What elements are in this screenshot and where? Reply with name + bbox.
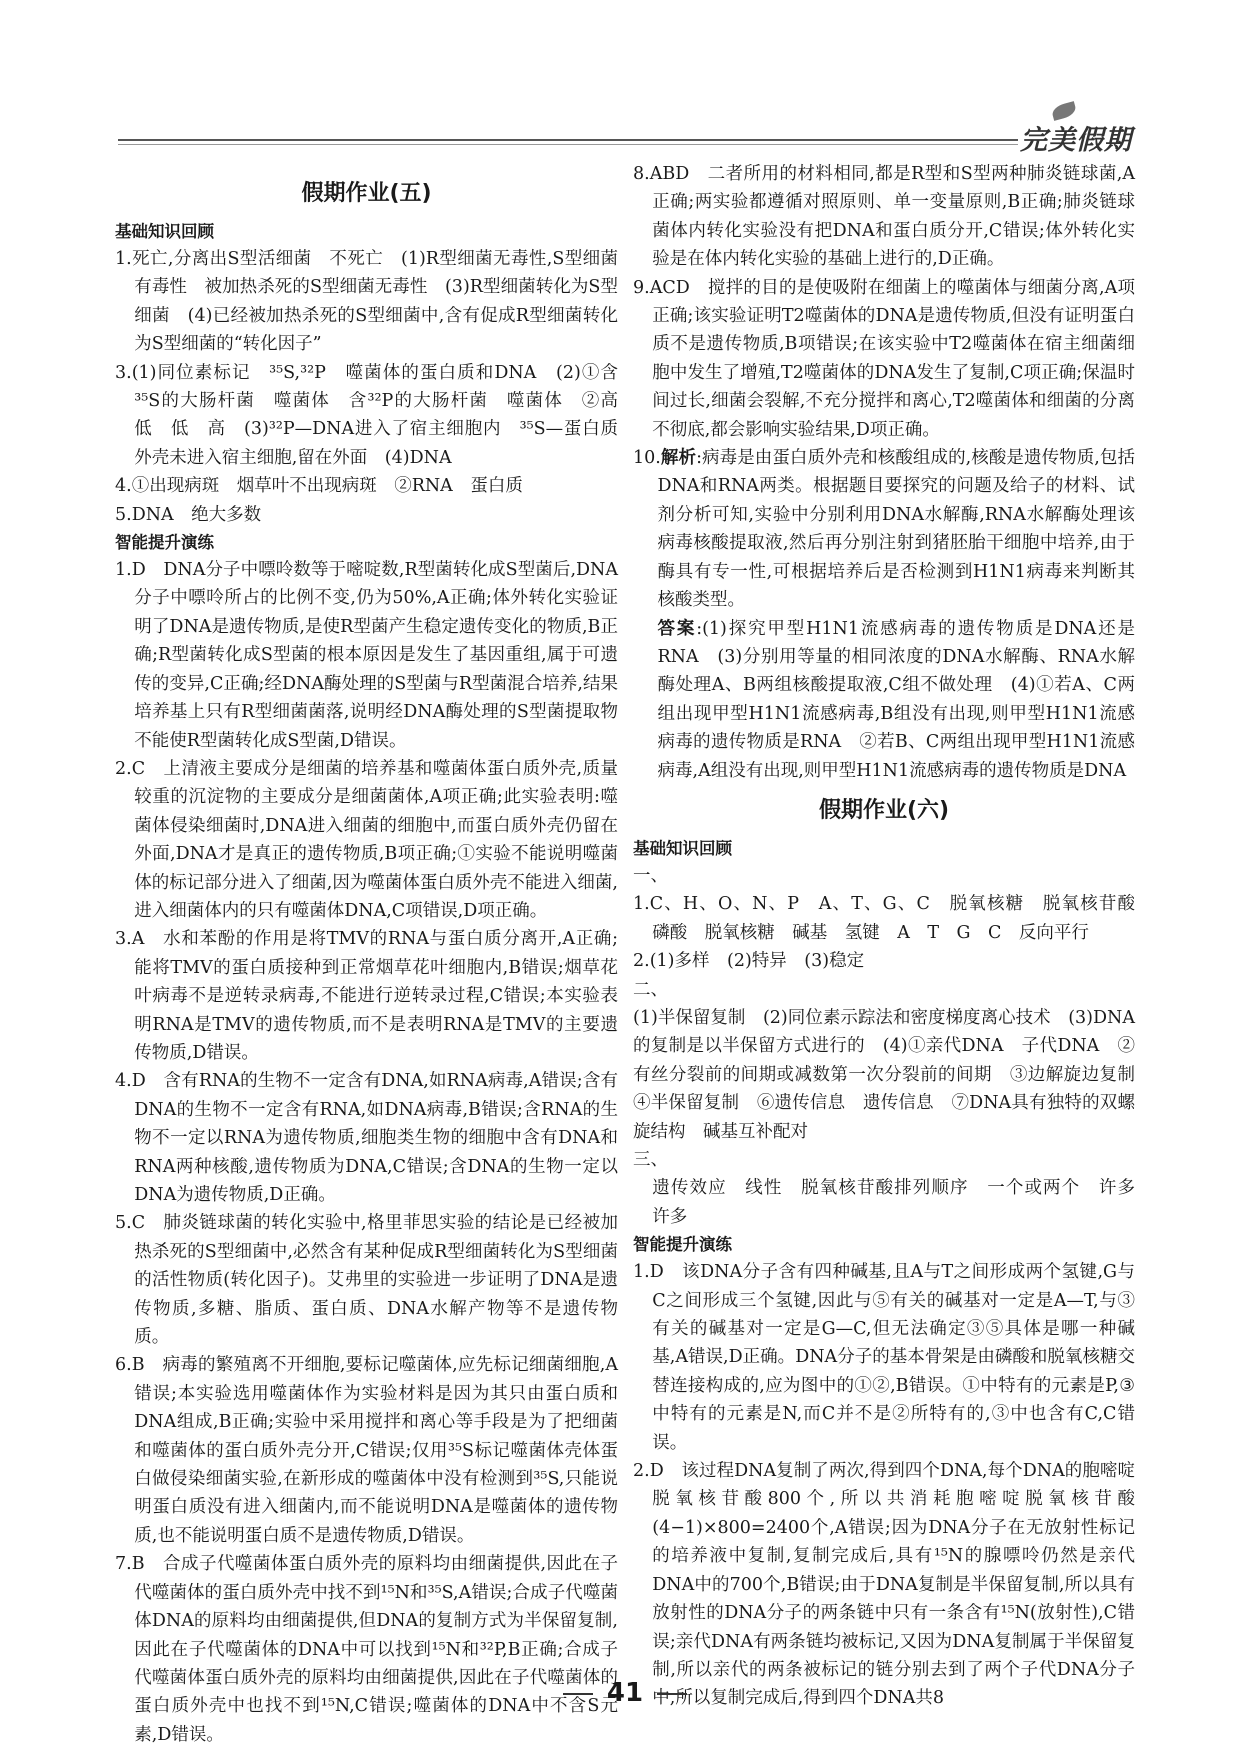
answer-item-10: [633, 444, 1135, 614]
header-rule-thin: [118, 144, 1018, 145]
right-column: [633, 160, 1153, 1713]
subheading-basic: 基础知识回顾: [633, 838, 732, 858]
answer-item-9: 9.ACD 搅拌的目的是使吸附在细菌上的噬菌体与细菌分离,A项正确;该实验证明T2噬菌体的DNA是遗传物质,但没有证明蛋白质不是遗传物质,B项错误;在该实验中T2噬菌体在宿主细菌细胞中发生了增殖,T2噬菌体的DNA发生了复制,C项正确;保温时间过长,细菌会裂解,不充分搅拌和离心,T2噬菌体和细菌的分离不彻底,都会影响实验结果,D项正确。: [633, 277, 1135, 440]
answer-item: 6.B 病毒的繁殖离不开细胞,要标记噬菌体,应先标记细菌细胞,A错误;本实验选用噬菌体作为实验材料是因为其只由蛋白质和DNA组成,B正确;实验中采用搅拌和离心等手段是为了把细菌和噬菌体的蛋白质外壳分开,C错误;仅用³⁵S标记噬菌体壳体蛋白做侵染细菌实验,在新形成的噬菌体中没有检测到³⁵S,只能说明蛋白质没有进入细菌内,而不能说明DNA是噬菌体的遗传物质,也不能说明蛋白质不是遗传物质,D错误。: [115, 1355, 618, 1546]
analysis-text: :病毒是由蛋白质外壳和核酸组成的,核酸是遗传物质,包括DNA和RNA两类。根据题目要探究的问题及给子的材料、试剂分析可知,实验中分别利用DNA水解酶,RNA水解酶处理该病毒核酸提取液,然后再分别注射到猪胚胎干细胞中培养,由于酶具有专一性,可根据培养后是否检测到H1N1病毒来判断其核酸类型。: [657, 448, 1136, 611]
section-title-5: 假期作业(五): [301, 181, 432, 206]
answer-item: 1.死亡,分离出S型活细菌 不死亡 (1)R型细菌无毒性,S型细菌有毒性 被加热杀死的S型细菌无毒性 (3)R型细菌转化为S型细菌 (4)已经被加热杀死的S型细菌中,含有促成R型细菌转化为S型细菌的“转化因子”: [115, 249, 618, 355]
answer-item: 2.(1)多样 (2)特异 (3)稳定: [633, 951, 865, 972]
left-column: [115, 172, 636, 1749]
item-number: 10.: [633, 448, 661, 469]
page-number: 41: [0, 1678, 1250, 1708]
part-marker: 三、: [633, 1150, 668, 1170]
answer-item: 4.D 含有RNA的生物不一定含有DNA,如RNA病毒,A错误;含有DNA的生物不一定含有RNA,如DNA病毒,B错误;含RNA的生物不一定以RNA为遗传物质,细胞类生物的细胞中含有DNA和RNA两种核酸,遗传物质为DNA,C错误;含DNA的生物一定以DNA为遗传物质,D正确。: [115, 1071, 618, 1205]
answer-text: :(1)探究甲型H1N1流感病毒的遗传物质是DNA还是RNA (3)分别用等量的相同浓度的DNA水解酶、RNA水解酶处理A、B两组核酸提取液,C组不做处理 (4)①若A、C两组出现甲型H1N1流感病毒,B组没有出现,则甲型H1N1流感病毒的遗传物质是RNA ②若B、C两组出现甲型H1N1流感病毒,A组没有出现,则甲型H1N1流感病毒的遗传物质是DNA: [657, 618, 1135, 781]
answer-item: 3.A 水和苯酚的作用是将TMV的RNA与蛋白质分离开,A正确;能将TMV的蛋白质接种到正常烟草花叶细胞内,B错误;烟草花叶病毒不是逆转录病毒,不能进行逆转录过程,C错误;本实验表明RNA是TMV的遗传物质,而不是表明RNA是TMV的主要遗传物质,D错误。: [115, 929, 618, 1063]
section-title-6: 假期作业(六): [818, 797, 950, 823]
subheading-ability: 智能提升演练: [633, 1235, 732, 1255]
answer-item: 5.C 肺炎链球菌的转化实验中,格里菲思实验的结论是已经被加热杀死的S型细菌中,必然含有某种促成R型细菌转化为S型细菌的活性物质(转化因子)。艾弗里的实验进一步证明了DNA是遗传物质,多糖、脂质、蛋白质、DNA水解产物等不是遗传物质。: [115, 1213, 618, 1348]
analysis-label: 解析: [660, 448, 697, 469]
answer-10-solution: [633, 615, 1135, 785]
answer-item: 4.①出现病斑 烟草叶不出现病斑 ②RNA 蛋白质: [115, 476, 523, 497]
answer-item: 遗传效应 线性 脱氧核苷酸排列顺序 一个或两个 许多 许多: [652, 1178, 1153, 1227]
answer-item: 1.D 该DNA分子含有四种碱基,且A与T之间形成两个氢键,G与C之间形成三个氢键,因此与⑤有关的碱基对一定是A—T,与③有关的碱基对一定是G—C,但无法确定③⑤具体是哪一种碱基,A错误,D正确。DNA分子的基本骨架是由磷酸和脱氧核糖交替连接构成的,应为图中的①②,B错误。①中特有的元素是P,③中特有的元素是N,而C并不是②所特有的,③中也含有C,C错误。: [633, 1262, 1135, 1453]
answer-item: 3.(1)同位素标记 ³⁵S,³²P 噬菌体的蛋白质和DNA (2)①含³⁵S的大肠杆菌 噬菌体 含³²P的大肠杆菌 噬菌体 ②高 低 低 高 (3)³²P—DNA进入了宿主细胞内 ³⁵S—蛋白质外壳未进入宿主细胞,留在外面 (4)DNA: [115, 362, 636, 468]
part-marker: 一、: [633, 865, 668, 886]
part-marker: 二、: [633, 979, 668, 1000]
answer-item: 2.C 上清液主要成分是细菌的培养基和噬菌体蛋白质外壳,质量较重的沉淀物的主要成分是细菌菌体,A项正确;此实验表明:噬菌体侵染细菌时,DNA进入细菌的细胞中,而蛋白质外壳仍留在外面,DNA才是真正的遗传物质,B项正确;①实验不能说明噬菌体的标记部分进入了细菌,因为噬菌体蛋白质外壳不能进入细菌,进入细菌体内的只有噬菌体DNA,C项错误,D项正确。: [115, 758, 618, 921]
answer-item-8: 8.ABD 二者所用的材料相同,都是R型和S型两种肺炎链球菌,A正确;两实验都遵循对照原则、单一变量原则,B正确;肺炎链球菌体内转化实验没有把DNA和蛋白质分开,C错误;体外转化实验是在体内转化实验的基础上进行的,D正确。: [633, 164, 1135, 270]
answer-item: 1.D DNA分子中嘌呤数等于嘧啶数,R型菌转化成S型菌后,DNA分子中嘌呤所占的比例不变,仍为50%,A正确;体外转化实验证明了DNA是遗传物质,是使R型菌产生稳定遗传变化的物质,B正确;R型菌转化成S型菌的根本原因是发生了基因重组,属于可遗传的变异,C正确;经DNA酶处理的S型菌与R型菌混合培养,结果培养基上只有R型细菌菌落,说明经DNA酶处理的S型菌提取物不能使R型菌转化成S型菌,D错误。: [115, 560, 618, 751]
brand-logo: 完美假期: [1020, 125, 1132, 156]
answer-label: 答案: [657, 618, 697, 639]
answer-item: 5.DNA 绝大多数: [115, 504, 262, 525]
answer-item: 7.B 合成子代噬菌体蛋白质外壳的原料均由细菌提供,因此在子代噬菌体的蛋白质外壳中找不到¹⁵N和³⁵S,A错误;合成子代噬菌体DNA的原料均由细菌提供,但DNA的复制方式为半保留复制,因此在子代噬菌体的DNA中可以找到¹⁵N和³²P,B正确;合成子代噬菌体蛋白质外壳的原料均由细菌提供,因此在子代噬菌体的蛋白质外壳中也找不到¹⁵N,C错误;噬菌体的DNA中不含S元素,D错误。: [115, 1554, 618, 1745]
answer-item: 1.C、H、O、N、P A、T、G、C 脱氧核糖 脱氧核苷酸 磷酸 脱氧核糖 碱基 氢键 A T G C 反向平行: [633, 894, 1153, 943]
subheading-basic: 基础知识回顾: [115, 222, 214, 241]
answer-item: (1)半保留复制 (2)同位素示踪法和密度梯度离心技术 (3)DNA的复制是以半保留方式进行的 (4)①亲代DNA 子代DNA ②有丝分裂前的间期或减数第一次分裂前的间期 ③边解旋边复制 ④半保留复制 ⑥遗传信息 遗传信息 ⑦DNA具有独特的双螺旋结构 碱基互补配对: [633, 1007, 1153, 1142]
answer-item: 2.D 该过程DNA复制了两次,得到四个DNA,每个DNA的胞嘧啶脱氧核苷酸800个,所以共消耗胞嘧啶脱氧核苷酸(4−1)×800=2400个,A错误;因为DNA分子在无放射性标记的培养液中复制,复制完成后,具有¹⁵N的腺嘌呤仍然是亲代DNA中的700个,B错误;由于DNA复制是半保留复制,所以具有放射性的DNA分子的两条链中只有一条含有¹⁵N(放射性),C错误;亲代DNA有两条链均被标记,又因为DNA复制属于半保留复制,所以亲代的两条被标记的链分别去到了两个子代DNA分子中,所以复制完成后,得到四个DNA共8: [633, 1461, 1135, 1709]
subheading-ability: 智能提升演练: [115, 533, 214, 553]
header-rule: [118, 139, 1018, 141]
